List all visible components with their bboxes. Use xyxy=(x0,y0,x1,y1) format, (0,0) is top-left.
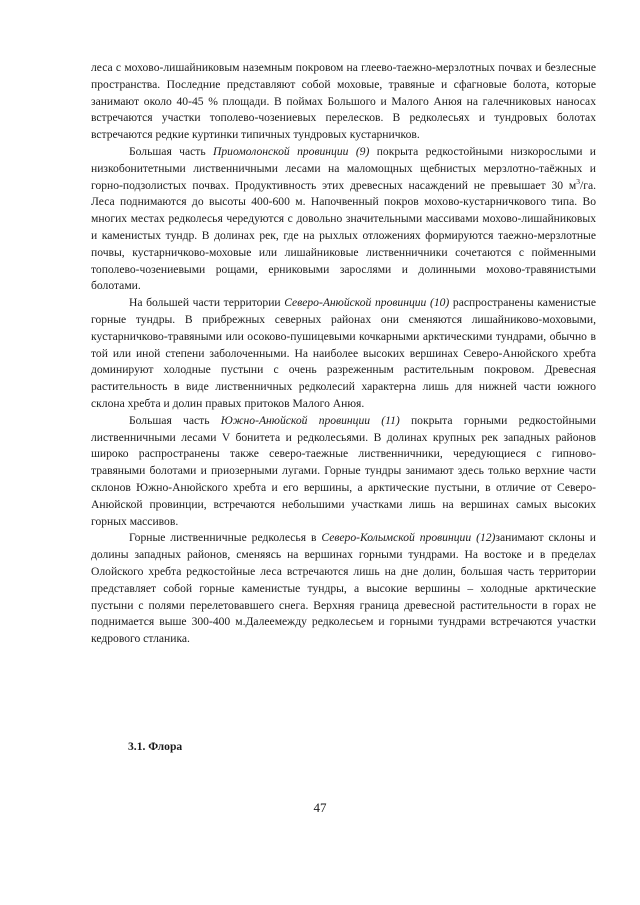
province-name: Приомолонской провинции (9) xyxy=(213,144,370,158)
text-run: Большая часть xyxy=(129,413,221,427)
paragraph-priomolonskaya xyxy=(91,144,596,295)
text-run: леса с мохово-лишайниковым наземным покровом на глеево-таежно-мерзлотных почвах и безлесные пространства. Последние представляют собой моховые, травяные и сфагновые болота, которые занимают около 40-45 % площади. В поймах Большого и Малого Анюя на галечниковых наносах встречаются участки тополево-чозениевых перелесков. В редколесьях и тундровых болотах встречаются редкие куртинки типичных тундровых кустарничков. xyxy=(91,61,596,142)
paragraph-severo-kolymskaya xyxy=(91,530,596,648)
text-run: покрыта редкостойными низкорослыми и низкобонитетными лиственничными лесами на маломощных щебнистых мерзлотно-таёжных и горно-подзолистых почвах. Продуктивность этих древесных насаждений не превышает 30 м xyxy=(91,144,597,192)
province-name: Северо-Колымской провинции (12) xyxy=(321,531,496,545)
paragraph-severo-anyuiskaya xyxy=(91,295,596,413)
page-number: 47 xyxy=(313,800,327,815)
paragraph-yuzhno-anyuiskaya xyxy=(91,413,596,531)
section-heading: 3.1. Флора xyxy=(128,740,183,753)
paragraph-continuation xyxy=(91,60,596,144)
superscript: 3 xyxy=(576,176,580,186)
text-run: занимают склоны и долины западных районов, сменяясь на вершинах горными тундрами. На востоке и в пределах Олойского хребта редкостойные леса встречаются лишь на дне долин, большая часть территории представляет собой горные каменистые тундры, а высокие вершины – холодные арктические пустыни с полями перелетовавшего снега. Верхняя граница древесной растительности в горах не поднимается выше 300-400 м.Далеемежду редколесьем и горными тундрами встречаются участки кедрового стланика. xyxy=(91,531,596,646)
text-run: Большая часть xyxy=(129,144,214,158)
text-run: распространены каменистые горные тундры. В прибрежных северных районах они сменяются лишайниково-моховыми, кустарничково-травяными или осоково-пушицевыми кочкарными арктическими тундрами, обычно в той или иной степени заболоченными. На наиболее высоких вершинах Северо-Анюйского хребта доминируют холодные пустыни с очень разреженным растительным покровом. Древесная растительность в виде лиственничных редколесий характерна лишь для нижней части южного склона хребта и долин правых притоков Малого Анюя. xyxy=(91,296,596,410)
province-name: Южно-Анюйской провинции (11) xyxy=(220,413,400,427)
text-run: Горные лиственничные редколесья в xyxy=(129,531,322,545)
text-run: /га. Леса поднимаются до высоты 400-600 м. Напочвенный покров мохово-кустарничкового типа. Во многих местах редколесья чередуются с довольно значительными массивами мохово-лишайниковых и каменистых тундр. В долинах рек, где на рыхлых отложениях формируются таежно-мерзлотные почвы, кустарничково-моховые или лишайниковые лиственничники сочетаются с пойменными тополево-чозениевыми рощами, ерниковыми зарослями и долинными мохово-травянистыми болотами. xyxy=(91,178,596,293)
text-run: На большей части территории xyxy=(129,296,285,310)
document-body xyxy=(91,60,596,648)
text-run: покрыта горными редкостойными лиственничными лесами V бонитета и редколесьями. В долинах крупных рек западных районов широко распространены также северо-таежные лиственничники, чередующиеся с гипново-травяными болотами и приозерными лугами. Горные тундры занимают здесь только верхние части склонов Южно-Анюйского хребта и его вершины, а арктические пустыни, в отличие от Северо-Анюйской провинции, встречаются небольшими участками лишь на вершинах самых высоких горных массивов. xyxy=(91,413,596,528)
province-name: Северо-Анюйской провинции (10) xyxy=(284,296,450,310)
